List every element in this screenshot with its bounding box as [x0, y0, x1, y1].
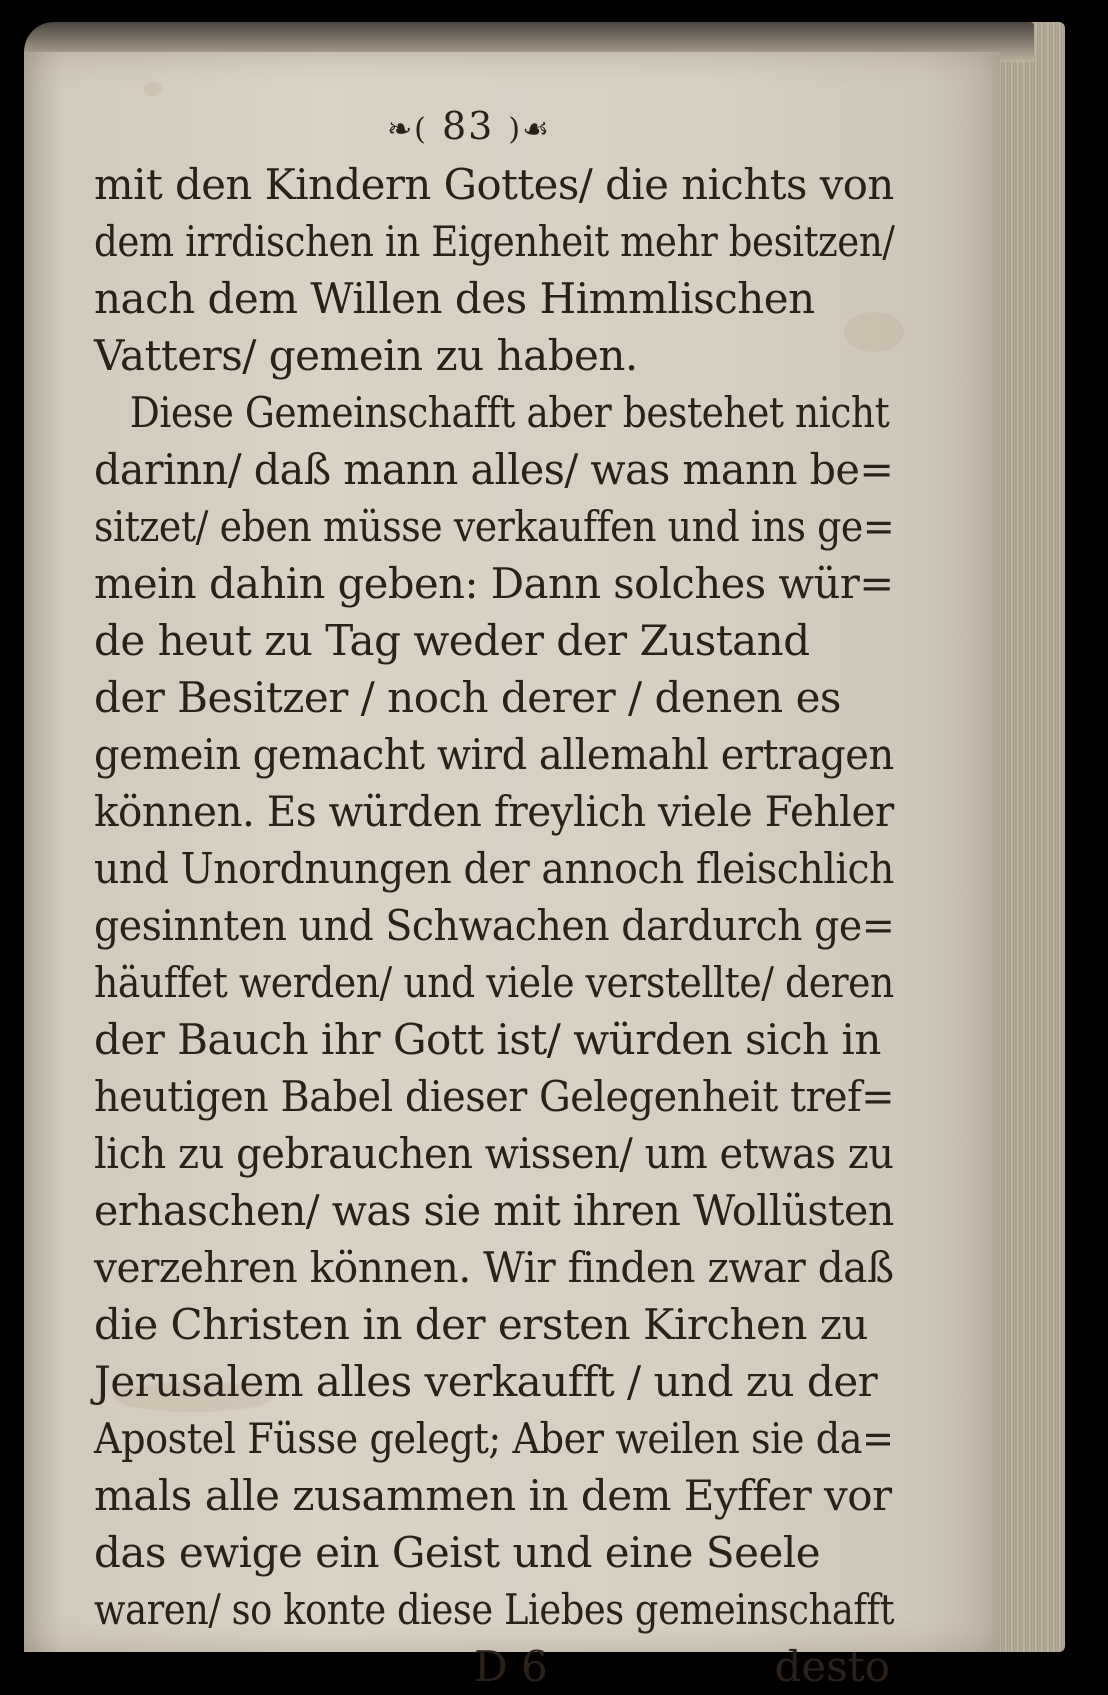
text-line: das ewige ein Geist und eine Seele [94, 1528, 821, 1577]
text-line: die Christen in der ersten Kirchen zu [94, 1300, 868, 1349]
text-line: nach dem Willen des Himmlischen [94, 274, 815, 323]
signature-mark: D 6 [474, 1642, 548, 1691]
text-line: mein dahin geben: Dann solches wür= [94, 559, 894, 608]
text-line: und Unordnungen der annoch fleischlich [94, 844, 894, 893]
text-line: der Besitzer / noch derer / denen es [94, 673, 841, 722]
text-line: mit den Kindern Gottes/ die nichts von [94, 160, 894, 209]
text-line: dem irrdischen in Eigenheit mehr besitzen/ [94, 217, 895, 266]
text-line: gesinnten und Schwachen dardurch ge= [94, 901, 895, 950]
text-line: können. Es würden freylich viele Fehler [94, 787, 894, 836]
text-line: mals alle zusammen in dem Eyffer vor [94, 1471, 892, 1520]
text-line: waren/ so konte diese Liebes gemeinschafft [94, 1585, 895, 1634]
page-number: 83 [441, 104, 495, 148]
text-line: verzehren können. Wir finden zwar daß [94, 1243, 894, 1292]
text-line: Apostel Füsse gelegt; Aber weilen sie da= [94, 1414, 894, 1463]
catchword: desto [774, 1642, 890, 1691]
page-footer [94, 1638, 890, 1695]
text-line: lich zu gebrauchen wissen/ um etwas zu [94, 1129, 894, 1178]
text-line: heutigen Babel dieser Gelegenheit tref= [94, 1072, 895, 1121]
text-line: häuffet werden/ und viele verstellte/ deren [94, 958, 894, 1007]
text-line: Vatters/ gemein zu haben. [94, 331, 638, 380]
text-line: erhaschen/ was sie mit ihren Wollüsten [94, 1186, 894, 1235]
text-block [94, 96, 895, 1695]
text-line: gemein gemacht wird allemahl ertragen [94, 730, 894, 779]
text-line: der Bauch ihr Gott ist/ würden sich in [94, 1015, 881, 1064]
text-line: de heut zu Tag weder der Zustand [94, 616, 810, 665]
right-ornament: )☙ [508, 112, 551, 147]
foxing-spot [144, 82, 162, 96]
left-ornament: ❧( [387, 112, 428, 147]
text-line: Jerusalem alles verkaufft / und zu der [94, 1357, 878, 1406]
text-line: Diese Gemeinschafft aber bestehet nicht [129, 388, 890, 437]
text-line: darinn/ daß mann alles/ was mann be= [94, 445, 894, 494]
page-header [54, 96, 884, 156]
text-line: sitzet/ eben müsse verkauffen und ins ge= [94, 502, 895, 551]
